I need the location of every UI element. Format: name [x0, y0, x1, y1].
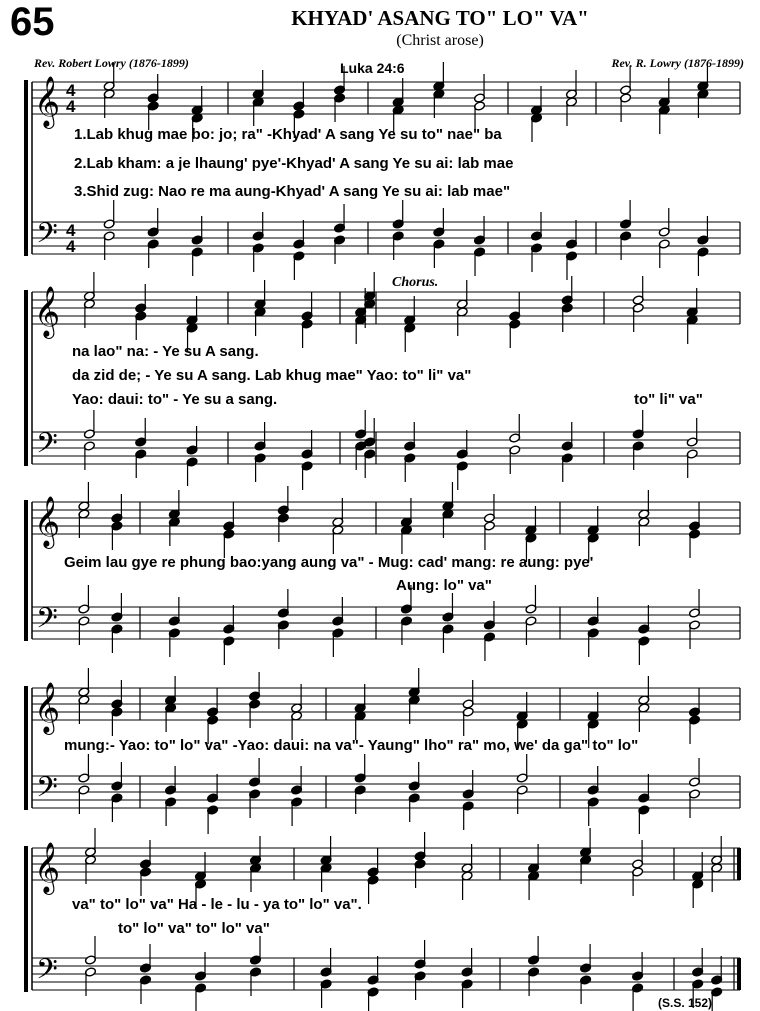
final-barline [737, 958, 741, 990]
time-signature: 4 [66, 81, 76, 100]
bass-clef: 𝄢 [36, 602, 58, 642]
lyric-line: Yao: daui: to" - Ye su a sang. [72, 391, 278, 408]
treble-clef: 𝄞 [34, 496, 61, 547]
treble-clef: 𝄞 [34, 842, 61, 893]
treble-clef: 𝄞 [34, 286, 61, 337]
bass-clef: 𝄢 [36, 217, 58, 257]
hymn-title: KHYAD' ASANG TO" LO" VA" [291, 6, 589, 30]
lyric-verse-3: 3.Shid zug: Nao re ma aung-Khyad' A sang Ye su ai: lab mae" [74, 183, 511, 200]
time-signature: 4 [66, 237, 76, 256]
catalog-reference: (S.S. 152) [658, 996, 713, 1010]
time-signature: 4 [66, 97, 76, 116]
words-credit: Rev. Robert Lowry (1876-1899) [34, 56, 189, 70]
system-bracket [24, 686, 28, 810]
lyric-line: to" li" va" [634, 391, 703, 408]
bass-clef: 𝄢 [36, 771, 58, 811]
system-bracket [24, 290, 28, 466]
lyric-verse-2: 2.Lab kham: a je lhaung' pye'-Khyad' A sang Ye su ai: lab mae [74, 155, 514, 172]
system-bracket [24, 80, 28, 256]
hymn-subtitle: (Christ arose) [396, 32, 484, 49]
system-bracket [24, 846, 28, 992]
lyric-line: da zid de; - Ye su A sang. Lab khug mae" Yao: to" li" va" [72, 367, 472, 384]
lyric-verse-1: 1.Lab khug mae bo: jo; ra" -Khyad' A sang Ye su to" nae" ba [74, 126, 502, 143]
scripture-reference: Luka 24:6 [340, 60, 405, 76]
system-bracket [24, 500, 28, 641]
music-credit: Rev. R. Lowry (1876-1899) [611, 56, 744, 70]
lyric-line: va" to" lo" va" Ha - le - lu - ya to" lo" va". [72, 896, 362, 913]
treble-clef: 𝄞 [34, 682, 61, 733]
lyric-line: mung:- Yao: to" lo" va" -Yao: daui: na va"- Yaung" lho" ra" mo, we' da ga" to" lo" [64, 737, 639, 754]
final-barline [737, 848, 741, 880]
lyric-line: Aung: lo" va" [396, 577, 492, 594]
chorus-label: Chorus. [392, 275, 439, 290]
lyric-line: to" lo" va" to" lo" va" [118, 920, 270, 937]
lyric-line: Geim lau gye re phung bao:yang aung va" - Mug: cad' mang: re aung: pye' [64, 554, 594, 571]
time-signature: 4 [66, 221, 76, 240]
treble-clef: 𝄞 [34, 76, 61, 127]
hymn-number: 65 [10, 0, 55, 44]
bass-clef: 𝄢 [36, 427, 58, 467]
bass-clef: 𝄢 [36, 953, 58, 993]
lyric-line: na lao" na: - Ye su A sang. [72, 343, 259, 360]
